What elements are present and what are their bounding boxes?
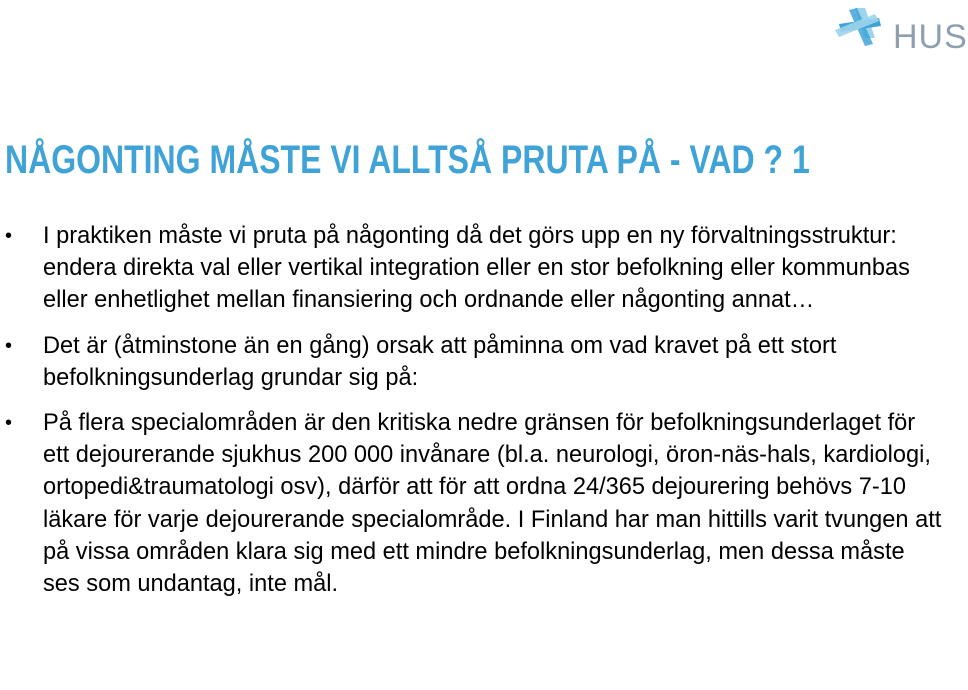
bullet-text: Det är (åtminstone än en gång) orsak att påminna om vad kravet på ett stort befolkningsunderlag grundar sig på:	[43, 332, 837, 391]
hus-logo	[835, 8, 968, 56]
bullet-text: På flera specialområden är den kritiska nedre gränsen för befolkningsunderlaget för ett dejourerande sjukhus 200 000 invånare (bl.a. neurologi, öron-näs-hals, kardiologi, ortopedi&traumatologi osv), därför att för att ordna 24/365 dejourering behövs 7-10 läkare för varje dejourerande specialområde. I Finland har man hittills varit tvungen att på vissa områden klara sig med ett mindre befolkningsunderlag, men dessa måste ses som undantag, inte mål.	[43, 410, 942, 598]
hus-cross-icon	[835, 8, 895, 56]
list-item	[0, 220, 960, 317]
bullet-list	[0, 220, 960, 613]
bullet-marker: •	[5, 334, 13, 357]
list-item	[0, 407, 960, 600]
bullet-text: I praktiken måste vi pruta på någonting då det görs upp en ny förvaltningsstruktur: endera direkta val eller vertikal integration eller en stor befolkning eller kommunbas eller enhetlighet mellan finansiering och ordnande eller någonting annat…	[43, 223, 910, 314]
list-item	[0, 330, 960, 394]
slide-title: NÅGONTING MÅSTE VI ALLTSÅ PRUTA PÅ - VAD ? 1	[5, 138, 810, 182]
bullet-marker: •	[5, 225, 13, 247]
logo-text: HUS	[893, 18, 968, 56]
bullet-marker: •	[5, 412, 13, 435]
